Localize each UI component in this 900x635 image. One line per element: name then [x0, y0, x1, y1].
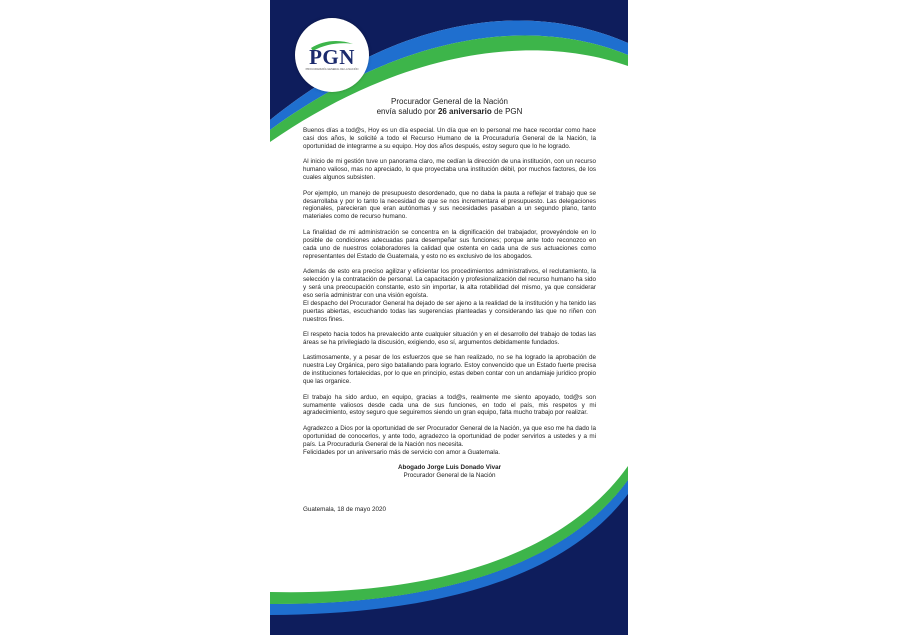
signature-block: [303, 464, 596, 480]
paragraph: Buenos días a tod@s, Hoy es un día especial. Un día que en lo personal me hace recordar como hace casi dos años, le solicité a todo el Recurso Humano de la Procuraduría General de la Nación, la oportunidad de integrarme a su equipo. Hoy dos años después, estoy seguro que lo he logrado.: [303, 127, 596, 150]
paragraph: Además de esto era preciso agilizar y eficientar los procedimientos administrativos, el reclutamiento, la selección y la contratación de personal. La capacitación y profesionalización del recurso humano ha sido y será una preocupación constante, esto sin importar, la alta rotabilidad del mismo, ya que considerar eso sería administrar con una visión egoísta. El despacho del Procurador General ha dejado de ser ajeno a la realidad de la institución y ha tenido las puertas abiertas, escuchando todas las sugerencias planteadas y considerando las que no riñen con nuestros fines.: [303, 268, 596, 323]
title-line-2-pre: envía saludo por: [376, 106, 438, 116]
title-line-2-post: de PGN: [491, 106, 523, 116]
paragraph: El respeto hacia todos ha prevalecido ante cualquier situación y en el desarrollo del trabajo de todas las áreas se ha privilegiado la discusión, exigiendo, eso sí, argumentos debidamente fundados.: [303, 331, 596, 346]
letter-date: Guatemala, 18 de mayo 2020: [303, 505, 386, 513]
pgn-logo: [295, 18, 369, 92]
letter-title: [303, 97, 596, 116]
paragraph: Al inicio de mi gestión tuve un panorama claro, me cedían la dirección de una institución, con un recurso humano valioso, mas no apreciado, lo que proyectaba una institución débil, por muchos factores, de los cuales algunos subsisten.: [303, 158, 596, 182]
paragraph: El trabajo ha sido arduo, en equipo, gracias a tod@s, realmente me siento apoyado, tod@s son sumamente valiosos desde cada una de sus funciones, en todo el país, mis respetos y mi agradecimiento, estoy seguro que seguiremos siendo un gran equipo, falta mucho trabajo por realizar.: [303, 393, 596, 417]
logo-subtitle: PROCURADURÍA GENERAL DE LA NACIÓN: [305, 68, 359, 71]
title-line-1: Procurador General de la Nación: [391, 97, 508, 106]
title-anniversary: 26 aniversario: [437, 106, 492, 116]
signature-title: Procurador General de la Nación: [403, 472, 496, 480]
paragraph: Lastimosamente, y a pesar de los esfuerzos que se han realizado, no se ha logrado la aprobación de nuestra Ley Orgánica, pero sigo batallando para lograrlo. Estoy convencido que un Estado fuerte precisa de instituciones fortalecidas, por lo que en principio, estas deben contar con un andamiaje jurídico propio que las organice.: [303, 354, 596, 386]
letter-page: [270, 0, 628, 635]
paragraph: La finalidad de mi administración se concentra en la dignificación del trabajador, proveyéndole en lo posible de condiciones adecuadas para desempeñar sus funciones; porque ante todo reconozco en cada uno de nuestros colaboradores la calidad que ostenta en cada una de sus actuaciones como representantes del Estado de Guatemala, y esto no es exclusivo de los abogados.: [303, 228, 596, 260]
logo-text: PGN: [309, 45, 355, 69]
paragraph: Agradezco a Dios por la oportunidad de ser Procurador General de la Nación, ya que eso me ha dado la oportunidad de conocerlos, y ante todo, agradezco la oportunidad de poder servirlos a ustedes y a mi país. La Procuraduría General de la Nación nos necesita. Felicidades por un aniversario más de servicio con amor a Guatemala.: [303, 424, 596, 456]
letter-content: [303, 97, 596, 514]
paragraph: Por ejemplo, un manejo de presupuesto desordenado, que no daba la pauta a reflejar el trabajo que se desarrollaba y por lo tanto la necesidad de que se nos incrementara el presupuesto. Las delegaciones regionales, parecieran que eran autónomas y sus necesidades pasaban a un segundo plano, tanto materiales como de recurso humano.: [303, 189, 596, 221]
signature-name: Abogado Jorge Luis Donado Vivar: [397, 464, 502, 472]
